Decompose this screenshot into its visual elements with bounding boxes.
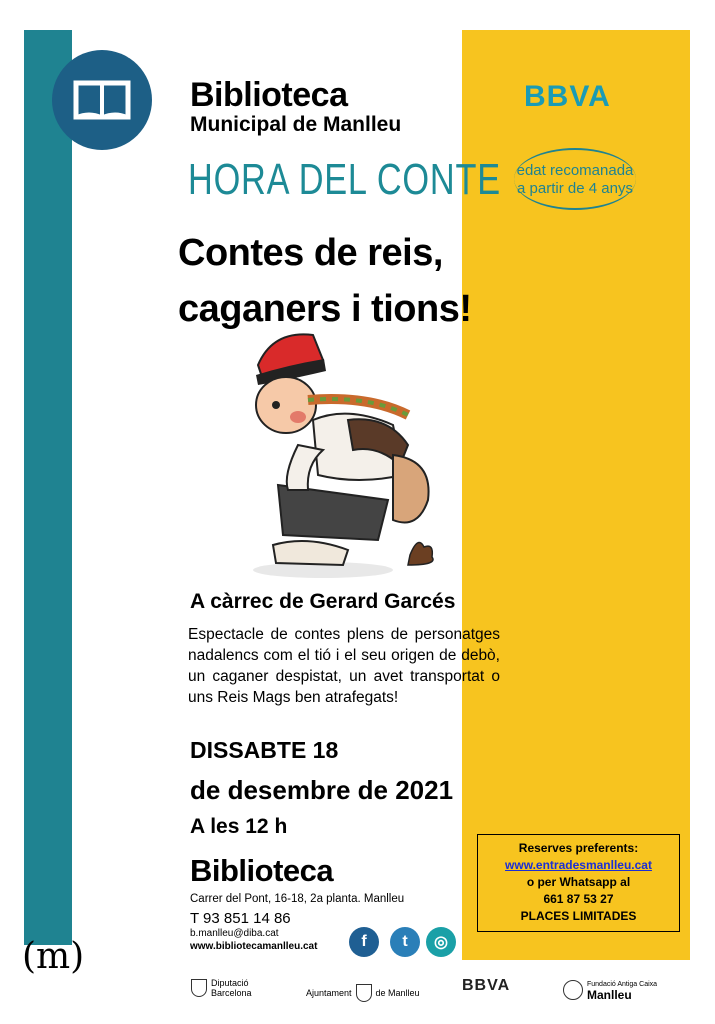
manlleu-corner-logo: (m): [22, 936, 85, 977]
event-time: A les 12 h: [190, 815, 288, 838]
library-subtitle: Municipal de Manlleu: [190, 113, 402, 136]
reservations-limited: PLACES LIMITADES: [520, 909, 637, 923]
teal-side-bar: [24, 30, 72, 945]
facebook-icon[interactable]: f: [349, 927, 379, 957]
diputacio-logo: [191, 978, 252, 998]
diputacio-line2: Barcelona: [211, 988, 252, 998]
fundacio-line1: Fundació Antiga Caixa: [587, 981, 658, 988]
diputacio-line1: Diputació: [211, 978, 249, 988]
instagram-icon[interactable]: ◎: [426, 927, 456, 957]
event-month-year: de desembre de 2021: [190, 775, 454, 805]
reservations-link[interactable]: www.entradesmanlleu.cat: [505, 858, 652, 872]
venue-address: Carrer del Pont, 16-18, 2a planta. Manlleu: [190, 893, 405, 905]
open-book-icon: [72, 77, 132, 123]
event-headline: [178, 225, 471, 337]
ajuntament-shield-icon: [356, 984, 372, 1002]
event-day: DISSABTE 18: [190, 737, 339, 763]
headline-line1: Contes de reis,: [178, 232, 443, 274]
age-badge-line2: a partir de 4 anys: [517, 180, 633, 197]
headline-line2: caganers i tions!: [178, 288, 472, 330]
bbva-logo-top: BBVA: [524, 80, 611, 113]
library-title: Biblioteca: [190, 76, 348, 114]
reservations-title: Reserves preferents:: [518, 841, 639, 855]
venue-name: Biblioteca: [190, 853, 334, 888]
fundacio-line2: Manlleu: [587, 988, 632, 1002]
series-title: HORA DEL CONTE: [188, 155, 501, 204]
age-badge-line1: edat recomanada: [516, 162, 634, 179]
fundacio-logo: [563, 978, 657, 1002]
reservations-box: [477, 834, 680, 932]
venue-website: www.bibliotecamanlleu.cat: [190, 941, 318, 952]
venue-phone: T 93 851 14 86: [190, 910, 291, 927]
ajuntament-text-a: Ajuntament: [306, 988, 352, 998]
venue-email: b.manlleu@diba.cat: [190, 928, 279, 939]
age-recommendation-badge: [514, 148, 636, 210]
reservations-whatsapp-text: o per Whatsapp al: [526, 875, 631, 889]
fundacio-emblem-icon: [563, 980, 583, 1000]
twitter-icon[interactable]: t: [390, 927, 420, 957]
presenter-credit: A càrrec de Gerard Garcés: [190, 590, 456, 613]
ajuntament-text-b: de Manlleu: [375, 988, 420, 998]
bbva-logo-bottom: BBVA: [462, 977, 511, 994]
ajuntament-logo: [306, 984, 420, 1002]
reservations-phone: 661 87 53 27: [543, 892, 614, 906]
caganer-illustration: [228, 325, 438, 580]
event-description: Espectacle de contes plens de personatges nadalencs com el tió i el seu origen de debò, un caganer despistat, un avet transportat o uns Reis Mags ben atrafegats!: [188, 626, 500, 706]
library-book-logo: [52, 50, 152, 150]
diputacio-shield-icon: [191, 979, 207, 997]
